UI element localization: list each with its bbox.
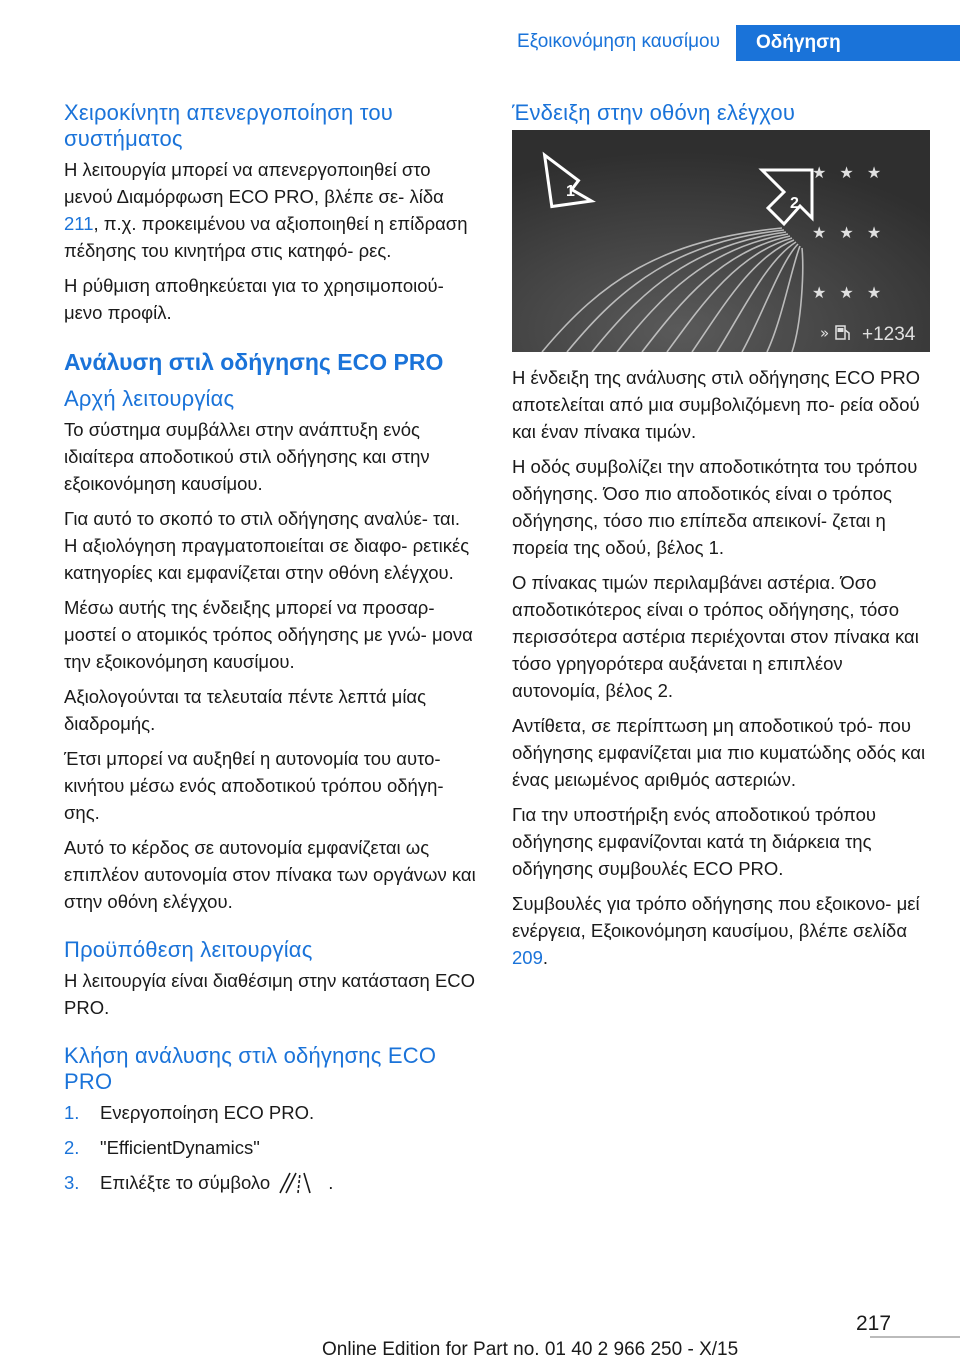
list-item: 1. Ενεργοποίηση ECO PRO. xyxy=(64,1102,315,1123)
control-display-illustration xyxy=(512,130,930,352)
section-title-manual-deactivation: Χειροκίνητη απενεργοποίηση του συστήματος xyxy=(64,100,394,151)
range-bonus-value: +1234 xyxy=(862,324,916,345)
section-title-eco-pro-analysis: Ανάλυση στιλ οδήγησης ECO PRO xyxy=(64,349,444,375)
paragraph: Για αυτό το σκοπό το στιλ οδήγησης αναλύε- ται. Η αξιολόγηση πραγματοποιείται σε διαφο- ρετικές κατηγορίες και εμφανίζεται στην οθόνη ελέγχου. xyxy=(64,508,470,583)
paragraph: Έτσι μπορεί να αυξηθεί η αυτονομία του αυτο- κινήτου μέσω ενός αποδοτικού τρόπου οδήγη- σης. xyxy=(64,748,444,823)
paragraph: Συμβουλές για τρόπο οδήγησης που εξοικονο- μεί ενέργεια, Εξοικονόμηση καυσίμου, βλέπε σελίδα 209. xyxy=(512,893,920,968)
paragraph: Η οδός συμβολίζει την αποδοτικότητα του τρόπου οδήγησης. Όσο πιο αποδοτικός είναι ο τρόπος οδήγησης, τόσο πιο επίπεδα απεικονί- ζεται η πορεία της οδού, βέλος 1. xyxy=(512,456,918,558)
section-title-call-analysis: Κλήση ανάλυσης στιλ οδήγησης ECO PRO xyxy=(64,1043,437,1094)
right-column xyxy=(512,100,930,979)
road-illustration xyxy=(512,130,930,352)
paragraph: Η λειτουργία μπορεί να απενεργοποιηθεί στο μενού Διαμόρφωση ECO PRO, βλέπε σε- λίδα 211, π.χ. προκειμένου να αξιοποιηθεί η επίδραση πέδησης του κινητήρα στις κατηφό- ρες. xyxy=(64,159,468,261)
edition-note: Online Edition for Part no. 01 40 2 966 250 - X/15 xyxy=(322,1339,739,1360)
paragraph: Για την υποστήριξη ενός αποδοτικού τρόπου οδήγησης εμφανίζονται κατά τη διάρκεια της οδήγησης συμβουλές ECO PRO. xyxy=(512,804,877,879)
paragraph: Αντίθετα, σε περίπτωση μη αποδοτικού τρό- που οδήγησης εμφανίζεται μια πιο κυματώδης οδός και ένας μειωμένος αριθμός αστεριών. xyxy=(512,715,926,790)
range-prefix: » xyxy=(820,324,830,342)
left-column xyxy=(64,100,478,1210)
road-symbol-icon xyxy=(276,1171,322,1202)
list-item: 2. "EfficientDynamics" xyxy=(64,1137,260,1158)
paragraph: Η ένδειξη της ανάλυσης στιλ οδήγησης ECO PRO αποτελείται από μια συμβολιζόμενη πο- ρεία οδού και έναν πίνακα τιμών. xyxy=(512,367,921,442)
star-rating-row: ★ ★ ★ xyxy=(812,283,886,302)
paragraph: Η λειτουργία είναι διαθέσιμη στην κατάσταση ECO PRO. xyxy=(64,970,476,1018)
svg-text:1: 1 xyxy=(566,183,575,200)
paragraph: Η ρύθμιση αποθηκεύεται για το χρησιμοποιού- μενο προφίλ. xyxy=(64,275,444,323)
paragraph: Το σύστημα συμβάλλει στην ανάπτυξη ενός ιδιαίτερα αποδοτικού στιλ οδήγησης και στην εξοικονόμηση καυσίμου. xyxy=(64,419,430,494)
page-number: 217 xyxy=(856,1312,892,1335)
svg-text:2: 2 xyxy=(790,195,799,212)
paragraph: Ο πίνακας τιμών περιλαμβάνει αστέρια. Όσο αποδοτικότερος είναι ο τρόπος οδήγησης, τόσο περισσότερα αστέρια περιέχονται στον πίνακα και τόσο γρηγορότερα αυξάνεται η επιπλέον αυτονομία, βέλος 2. xyxy=(512,572,919,701)
section-title-requirement: Προϋπόθεση λειτουργίας xyxy=(64,937,313,962)
section-title-control-display: Ένδειξη στην οθόνη ελέγχου xyxy=(512,100,796,125)
footer-divider xyxy=(870,1336,960,1338)
steps-list xyxy=(64,1099,478,1202)
paragraph: Μέσω αυτής της ένδειξης μπορεί να προσαρ- μοστεί ο ατομικός τρόπος οδήγησης με γνώ- μονα την εξοικονόμηση καυσίμου. xyxy=(64,597,473,672)
header-section-title: Εξοικονόμηση καυσίμου xyxy=(517,31,720,52)
page-header xyxy=(0,0,960,60)
star-rating-row: ★ ★ ★ xyxy=(812,163,886,182)
list-item: 3. Επιλέξτε το σύμβολο . xyxy=(64,1169,478,1202)
star-rating-row: ★ ★ ★ xyxy=(812,223,886,242)
section-title-principle: Αρχή λειτουργίας xyxy=(64,386,235,411)
paragraph: Αξιολογούνται τα τελευταία πέντε λεπτά μίας διαδρομής. xyxy=(64,686,427,734)
paragraph: Αυτό το κέρδος σε αυτονομία εμφανίζεται ως επιπλέον αυτονομία στον πίνακα των οργάνων και στην οθόνη ελέγχου. xyxy=(64,837,476,912)
page-link-209[interactable]: 209 xyxy=(512,947,543,968)
page-link-211[interactable]: 211 xyxy=(64,213,94,234)
header-chapter-tab: Οδήγηση xyxy=(736,25,960,61)
